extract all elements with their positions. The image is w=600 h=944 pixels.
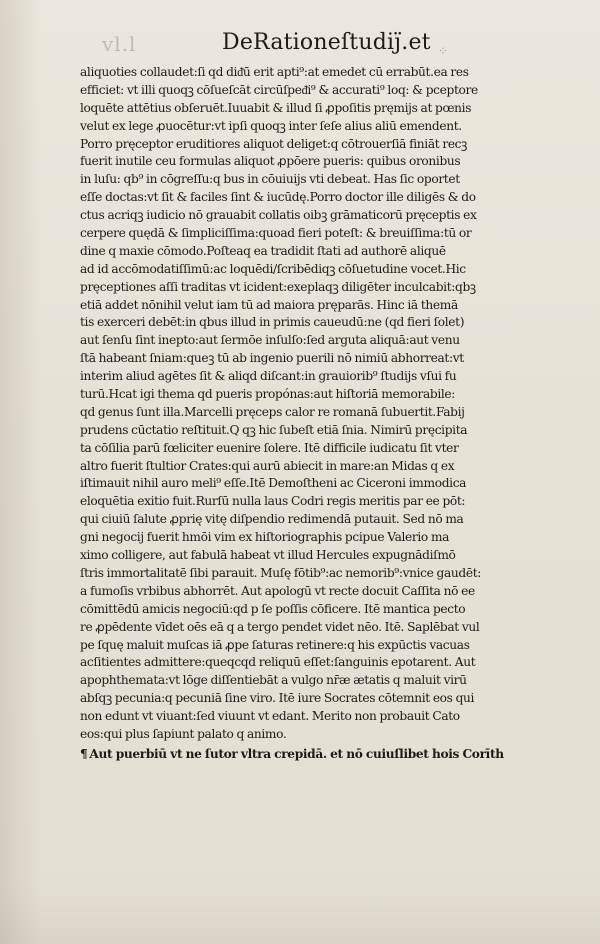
closing-line-text: Aut puerbiū vt ne ſutor vltra crepidā. et nō cuiuſlibet hois Corīth [89,746,504,761]
text-line: pręceptiones aſſi traditas vt icident:exeplaqꝫ diligēter inculcabit:qbꝫ [80,279,476,294]
text-line: abſqꝫ pecunia:q pecuniā ſine viro. Itē iure Socrates cōtemnit eos qui [80,691,475,706]
text-block [80,64,580,764]
text-line: apophthemata:vt lōge diſſentiebāt a vulgo nr̄æ ætatis q maluit virū [80,673,467,688]
text-line: eſſe doctas:vt ſit & faciles ſint & iucūdę.Porro doctor ille diligēs & do [80,190,476,205]
text-line: velut ex lege ꝓuocētur:vt ipſi quoqꝫ inter ſeſe alius aliū emendent. [80,118,462,133]
text-line: aut ſenſu ſint inepto:aut ſermōe inſulſo:ſed arguta aliquā:aut venu [80,333,460,348]
page-edge-stain [0,0,40,944]
text-line: ſtris immortalitatē ſibi parauit. Muſę fōtib⁹:ac nemorib⁹:vnice gaudēt: [80,565,482,580]
text-line: tis exerceri debēt:in qbus illud in primis caueudū:ne (qd fieri ſolet) [80,315,465,330]
closing-paragraph-line [80,746,580,764]
running-head: DeRationeſtudiȷ̈.et [222,30,431,55]
text-line: eos:qui plus ſapiunt palato q animo. [80,726,287,741]
text-line: loquēte attētius obſeruēt.Iuuabit & illud ſi ꝓpoſitis pręmijs at pœnis [80,100,472,115]
text-line: ximo colligere, aut fabulā habeat vt illud Hercules expugnādiſmō [80,548,456,563]
text-line: non edunt vt viuant:ſed viuunt vt edant. Merito non probauit Cato [80,709,460,724]
text-line: iſtimauit nihil auro meli⁹ eſſe.Itē Demoſtheni ac Ciceroni immodica [80,476,467,491]
text-line: ad id accōmodatiſſimū:ac loquēdi/ſcribēdiqꝫ cōſuetudine vocet.Hic [80,261,466,276]
text-line: ta cōſilia parū fœliciter euenire ſolere. Itē difficile iudicatu ſit vter [80,440,459,455]
text-line: fuerit inutile ceu formulas aliquot ꝓpōere pueris: quibus oronibus [80,154,461,169]
text-line: qui ciuiū ſalute ꝓprię vitę diſpendio redimendā putauit. Sed nō ma [80,512,464,527]
text-line: ſtā habeant ſniam:queꝫ tū ab ingenio puerili nō nimiū abhorreat:vt [80,351,464,366]
text-line: dine q maxie cōmodo.Poſteaq ea tradidit ſtati ad authorē aliquē [80,243,446,258]
text-line: aliquoties collaudet:ſi qd diᵭū erit apti⁹:at emedet cū errabūt.ea res [80,65,469,79]
text-line: eloquētia exitio fuit.Rurſū nulla laus Codri regis meritis par ee pōt: [80,494,466,509]
text-line: etiā addet nōnihil velut iam tū ad maiora pręparās. Hinc iā themā [80,297,458,312]
text-line: acſitientes admittere:queqcqd reliquū eſſet:ſanguinis epotarent. Aut [80,655,476,670]
text-line: cōmittēdū amicis negociū:qd p ſe poſſis cōficere. Itē mantica pecto [80,601,466,616]
text-line: a fumoſis vrbibus abhorrēt. Aut apologū vt recte docuit Caſſita nō ee [80,583,475,598]
text-line: gni negocij fuerit hmōi vim ex hiſtoriographis pcipue Valerio ma [80,530,450,545]
text-line: altro fuerit ſtultior Crates:qui aurū abiecit in mare:an Midas q ex [80,458,455,473]
text-line: prudens cūctatio reſtituit.Q qꝫ hic ſubeſt etiā ſnia. Nimirū pręcipita [80,422,468,437]
running-head-ornament: ⁘ [438,44,449,58]
text-line: interim aliud agētes ſit & aliqd diſcant:in grauiorib⁹ ſtudijs vſui fu [80,369,457,384]
text-line: qd genus ſunt illa.Marcelli pręceps calor re romanā ſubuertit.Fabij [80,404,465,419]
text-line: re ꝓpēdente vīdet oēs eā q a tergo pendet videt nēo. Itē. Saplēbat vul [80,619,480,634]
text-line: ctus acriqꝫ iudicio nō grauabit collatis oibꝫ grāmaticorū pręceptis ex [80,208,477,223]
text-line: turū.Hcat igi thema qd pueris propónas:aut hiſtoriā memorabile: [80,387,456,402]
text-line: in luſu: qb⁹ in cōgreſſu:q bus in cōuiuijs vti debeat. Has ſic oportet [80,172,460,187]
pilcrow-mark: ¶ [80,746,88,761]
signature-mark: vl.l [102,32,137,56]
text-line: pe ſquę maluit muſcas iā ꝓpe ſaturas retinere:q his expūctis vacuas [80,637,470,652]
text-line: cerpere quędā & ſimpliciſſima:quoad fieri poteſt: & breuiſſima:tū or [80,226,472,241]
page-bottom-stain [0,884,600,944]
text-line: efficiet: vt illi quoqꝫ cōſueſcāt circūſpeᵭi⁹ & accurati⁹ loq: & pceptore [80,82,478,97]
text-line: Porro pręceptor eruditiores aliquot deliget:q cōtrouerſiā finiāt recꝫ [80,136,468,151]
